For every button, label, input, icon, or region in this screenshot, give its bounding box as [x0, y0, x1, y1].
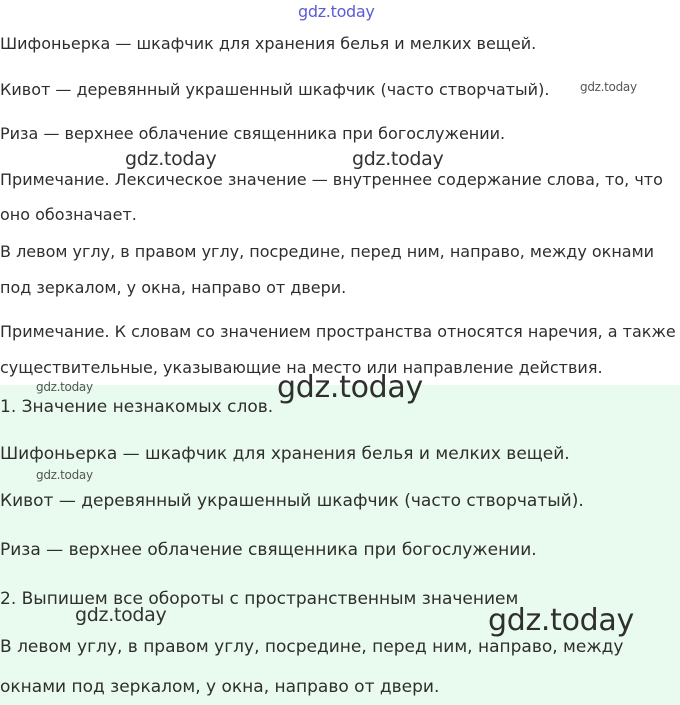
phrase-line: под зеркалом, у окна, направо от двери. — [0, 278, 347, 297]
note-line: существительные, указывающие на место или направление действия. — [0, 358, 603, 377]
answer-line: Шифоньерка — шкафчик для хранения белья и мелких вещей. — [0, 444, 570, 464]
definition-line: Риза — верхнее облачение священника при богослужении. — [0, 124, 506, 143]
answer-line: В левом углу, в правом углу, посредине, перед ним, направо, между — [0, 637, 624, 657]
definition-line: Шифоньерка — шкафчик для хранения белья и мелких вещей. — [0, 34, 537, 53]
watermark: gdz.today — [298, 2, 375, 21]
watermark: gdz.today — [352, 148, 444, 170]
watermark: gdz.today — [277, 370, 423, 405]
note-line: оно обозначает. — [0, 205, 137, 224]
note-line: Примечание. Лексическое значение — внутреннее содержание слова, то, что — [0, 170, 663, 189]
answer-heading: 2. Выпишем все обороты с пространственным значением — [0, 589, 519, 609]
phrase-line: В левом углу, в правом углу, посредине, перед ним, направо, между окнами — [0, 242, 655, 261]
watermark: gdz.today — [36, 380, 93, 394]
watermark: gdz.today — [488, 603, 634, 638]
watermark: gdz.today — [125, 148, 217, 170]
answer-heading: 1. Значение незнакомых слов. — [0, 397, 274, 417]
answer-line: Кивот — деревянный украшенный шкафчик (часто створчатый). — [0, 491, 584, 511]
watermark: gdz.today — [580, 80, 637, 94]
watermark: gdz.today — [36, 468, 93, 482]
note-line: Примечание. К словам со значением пространства относятся наречия, а также — [0, 322, 676, 341]
definition-line: Кивот — деревянный украшенный шкафчик (часто створчатый). — [0, 80, 550, 99]
answer-line: Риза — верхнее облачение священника при богослужении. — [0, 540, 537, 560]
watermark: gdz.today — [75, 604, 167, 626]
answer-line: окнами под зеркалом, у окна, направо от двери. — [0, 677, 440, 697]
